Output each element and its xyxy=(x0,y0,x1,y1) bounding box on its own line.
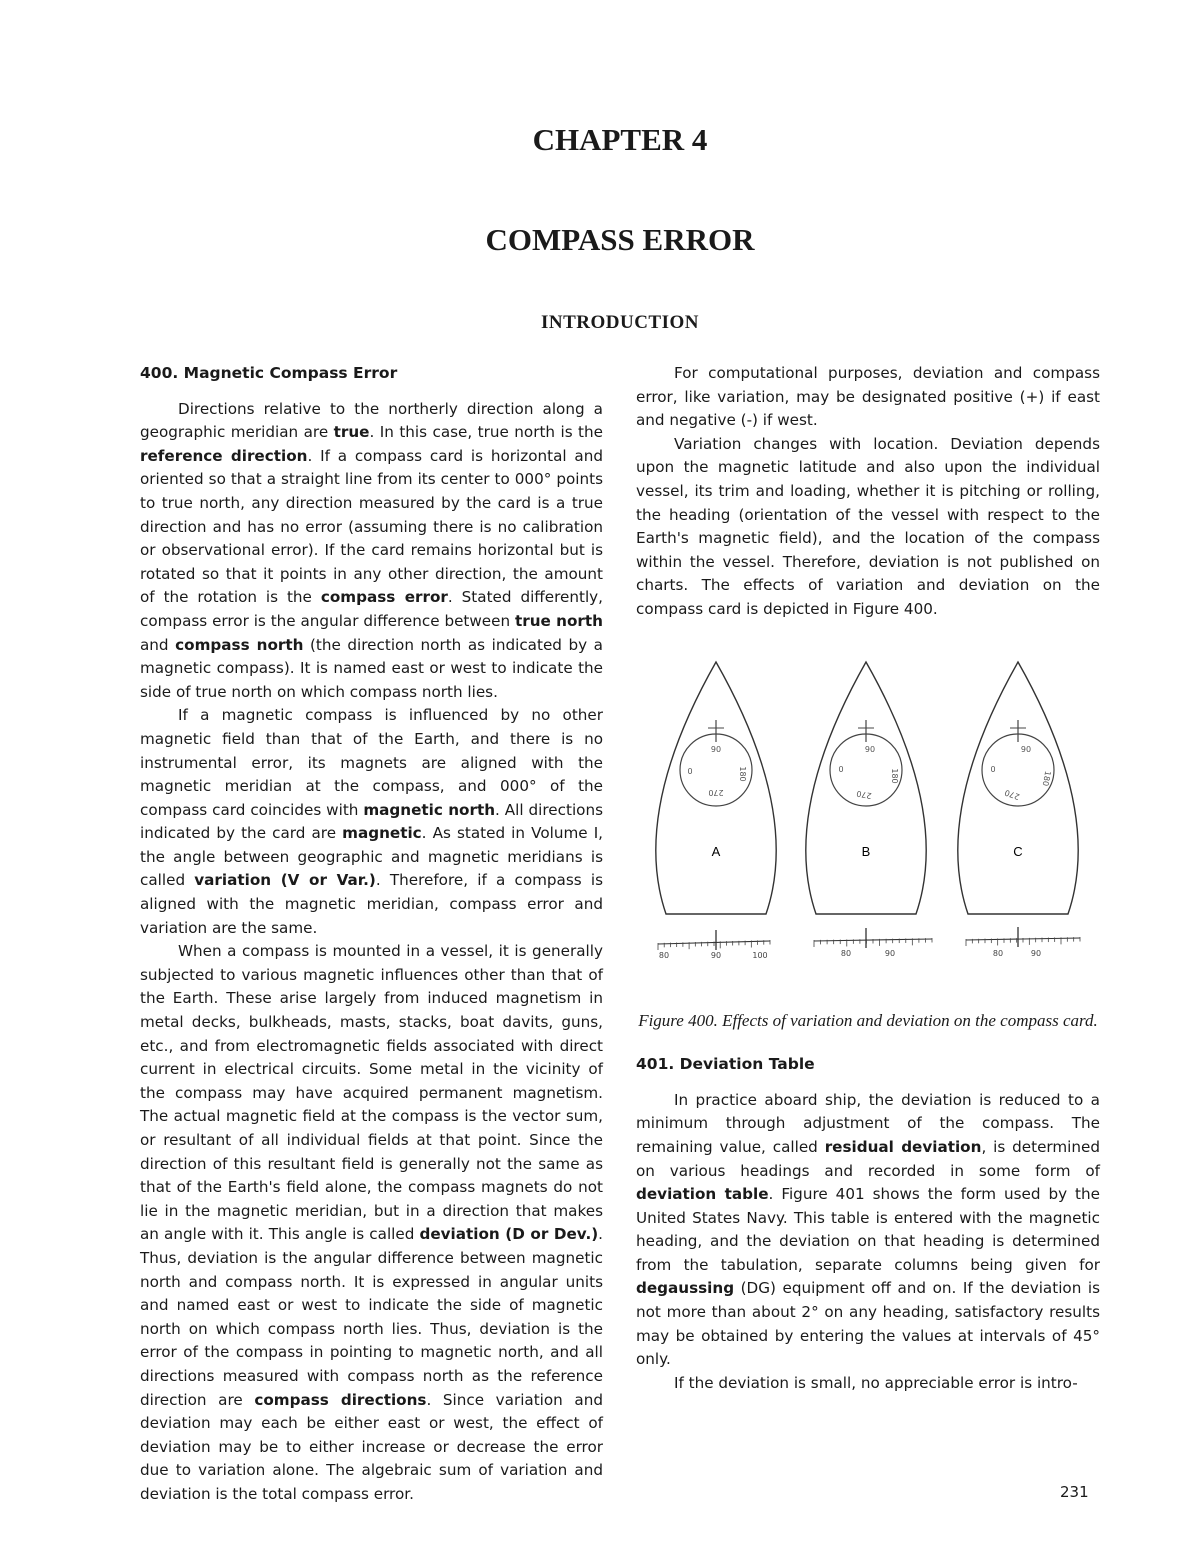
hull-a xyxy=(656,662,776,960)
bold-term: deviation (D or Dev.) xyxy=(419,1225,599,1244)
page-number: 231 xyxy=(1060,1483,1089,1501)
left-column xyxy=(140,362,603,1507)
figure-400-diagram xyxy=(636,652,1100,988)
bold-term: compass error xyxy=(320,588,448,607)
bold-term: magnetic xyxy=(342,824,422,843)
section-heading: INTRODUCTION xyxy=(540,312,700,333)
bold-term: compass directions xyxy=(254,1390,427,1409)
text-run: and xyxy=(140,635,176,654)
paragraph-401-1 xyxy=(636,1089,1100,1372)
right-column xyxy=(636,362,1100,1395)
text-run: . Since variation and deviation may each be either east or west, the effect of deviation may be to either increase or decrease the error due to variation alone. The algebraic sum of variation and deviation is the total compass error. xyxy=(140,1390,603,1503)
figure-400-caption: Figure 400. Effects of variation and deviation on the compass card. xyxy=(638,1011,1098,1031)
paragraph-400-4: For computational purposes, deviation and compass error, like variation, may be designated positive (+) if east and negative (-) if west. xyxy=(636,364,1100,430)
scale-label: 90 xyxy=(884,948,896,958)
text-run: . As stated in Volume I, the angle between geographic and magnetic meridians is called xyxy=(140,824,603,890)
article-401-heading: 401. Deviation Table xyxy=(636,1055,815,1074)
bold-term: magnetic north xyxy=(363,800,496,819)
text-run: If a magnetic compass is influenced by no other magnetic field than that of the Earth, and there is no instrumental error, its magnets are aligned with the magnetic meridian at the compass, and 000° of the compass card coincides with xyxy=(140,706,603,819)
hull-c xyxy=(958,662,1080,958)
text-run: In practice aboard ship, the deviation is reduced to a minimum through adjustment of the compass. The remaining value, called xyxy=(636,1090,1100,1156)
card-label-north: 90 xyxy=(864,744,876,754)
scale-label: 80 xyxy=(840,948,852,958)
card-label-south: 270 xyxy=(1003,787,1021,801)
bold-term: compass north xyxy=(175,635,304,654)
text-run: . Figure 401 shows the form used by the United States Navy. This table is entered with the magnetic heading, and the deviation on that heading is determined from the tabulation, separate columns being given for xyxy=(636,1185,1100,1274)
text-run: . Therefore, if a compass is aligned with the magnetic meridian, compass error and variation are the same. xyxy=(140,871,603,937)
hull-b xyxy=(806,662,932,958)
paragraph-400-1 xyxy=(140,398,603,705)
card-label-east: 180 xyxy=(738,765,747,782)
card-label-east: 180 xyxy=(890,767,899,784)
text-run: Directions relative to the northerly direction along a geographic meridian are xyxy=(140,399,603,442)
text-run: (DG) equipment off and on. If the deviation is not more than about 2° on any heading, satisfactory results may be obtained by entering the values at intervals of 45° only. xyxy=(636,1279,1100,1369)
bold-term: residual deviation xyxy=(824,1137,982,1156)
card-label-north: 90 xyxy=(1020,744,1032,754)
text-run: . Stated differently, compass error is the angular difference between xyxy=(140,588,603,630)
card-label-south: 270 xyxy=(708,787,724,797)
paragraph-401-2: If the deviation is small, no appreciable error is intro- xyxy=(674,1373,1078,1392)
hull-label-b: B xyxy=(861,843,871,859)
card-label-west: 0 xyxy=(990,764,996,774)
text-run: (the direction north as indicated by a magnetic compass). It is named east or west to indicate the side of true north on which compass north lies. xyxy=(140,635,603,701)
scale-label: 80 xyxy=(658,950,670,960)
chapter-number: CHAPTER 4 xyxy=(532,122,708,157)
text-run: When a compass is mounted in a vessel, it is generally subjected to various magnetic influences other than that of the Earth. These arise largely from induced magnetism in metal decks, bulkheads, masts, stacks, boat davits, guns, etc., and from electromagnetic fields associated with direct current in electrical circuits. Some metal in the vicinity of the compass may have acquired permanent magnetism. The actual magnetic field at the compass is the vector sum, or resultant of all individual fields at that point. Since the direction of this resultant field is generally not the same as that of the Earth's field alone, the compass magnets do not lie in the magnetic meridian, but in a direction that makes an angle with it. This angle is called xyxy=(140,942,603,1244)
card-label-east: 180 xyxy=(1040,769,1053,787)
paragraph-400-5: Variation changes with location. Deviation depends upon the magnetic latitude and also upon the individual vessel, its trim and loading, whether it is pitching or rolling, the heading (orientation of the vessel with respect to the Earth's magnetic field), and the location of the compass within the vessel. Therefore, deviation is not published on charts. The effects of variation and deviation on the compass card is depicted in Figure 400. xyxy=(636,434,1100,618)
bold-term: deviation table xyxy=(636,1185,769,1204)
text-run: . In this case, true north is the xyxy=(369,423,603,442)
card-label-north: 90 xyxy=(710,744,722,754)
scale-label: 80 xyxy=(992,948,1004,958)
paragraph-400-2 xyxy=(140,704,603,940)
card-label-south: 270 xyxy=(855,788,873,800)
scale-label: 100 xyxy=(752,950,768,960)
paragraph-400-3 xyxy=(140,940,603,1506)
hull-label-a: A xyxy=(711,843,721,859)
text-run: , is determined on various headings and recorded in some form of xyxy=(636,1137,1101,1180)
bold-term: true xyxy=(333,423,370,442)
text-run: . Thus, deviation is the angular difference between magnetic north and compass north. It is expressed in angular units and named east or west to indicate the side of magnetic north on which compass north lies. Thus, deviation is the error of the compass in pointing to magnetic north, and all directions measured with compass north as the reference direction are xyxy=(140,1225,603,1409)
bold-term: true north xyxy=(514,611,603,630)
text-run: . If a compass card is horizontal and oriented so that a straight line from its center to 000° points to true north, any direction measured by the card is a true direction and has no error (assuming there is no calibration or observational error). If the card remains horizontal but is rotated so that it points in any other direction, the amount of the rotation is the xyxy=(140,446,603,607)
hull-label-c: C xyxy=(1013,843,1023,859)
bold-term: degaussing xyxy=(636,1279,735,1298)
card-label-west: 0 xyxy=(838,764,844,774)
bold-term: reference direction xyxy=(140,446,308,465)
bold-term: variation (V or Var.) xyxy=(194,871,376,890)
hull-outline xyxy=(656,662,776,914)
article-400-heading: 400. Magnetic Compass Error xyxy=(140,364,398,382)
card-label-west: 0 xyxy=(687,766,693,776)
chapter-title: COMPASS ERROR xyxy=(485,222,755,257)
text-run: . All directions indicated by the card are xyxy=(140,800,604,843)
hull-outline xyxy=(806,662,926,914)
hull-outline xyxy=(958,662,1078,914)
scale-label: 90 xyxy=(710,950,722,960)
scale-label: 90 xyxy=(1030,948,1042,958)
